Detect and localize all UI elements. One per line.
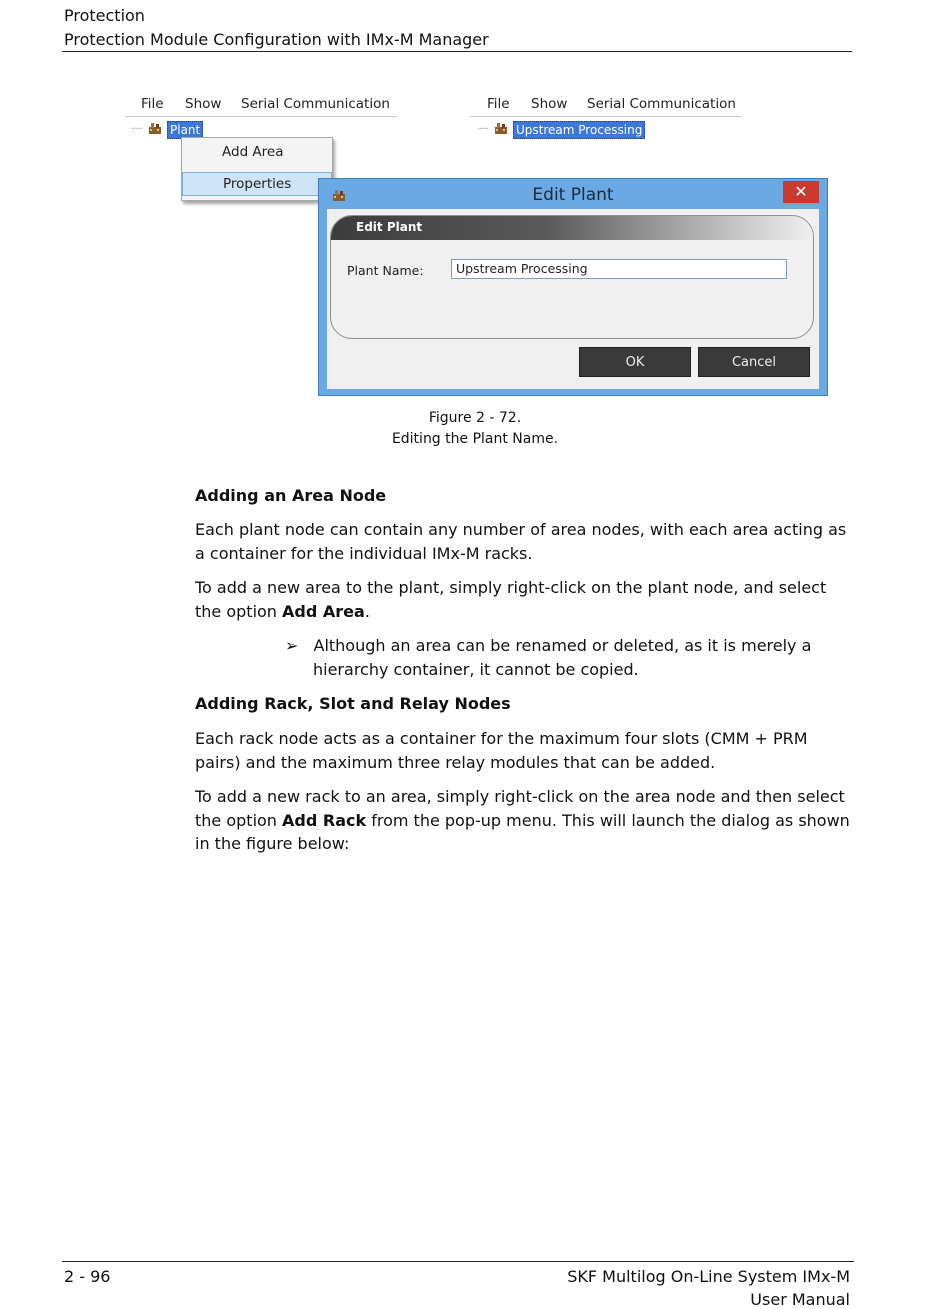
footer-doc-type: User Manual bbox=[750, 1290, 850, 1309]
bullet-arrow-icon: ➢ bbox=[285, 636, 299, 655]
dialog-body bbox=[327, 209, 819, 389]
left-menubar bbox=[125, 92, 397, 117]
menu-show[interactable]: Show bbox=[531, 96, 568, 112]
close-icon[interactable]: ✕ bbox=[783, 181, 819, 203]
section-heading-rack: Adding Rack, Slot and Relay Nodes bbox=[195, 694, 511, 713]
context-item-properties-label: Properties bbox=[223, 176, 292, 192]
context-item-add-area-label: Add Area bbox=[222, 144, 284, 160]
menu-serial-communication[interactable]: Serial Communication bbox=[587, 96, 736, 112]
footer-rule bbox=[62, 1261, 854, 1262]
menu-serial-communication[interactable]: Serial Communication bbox=[241, 96, 390, 112]
ok-button[interactable]: OK bbox=[579, 347, 691, 377]
paragraph-area-2 bbox=[195, 576, 855, 623]
plant-name-label: Plant Name: bbox=[347, 263, 424, 278]
text-run: . bbox=[364, 601, 370, 621]
tree-connector: ····· bbox=[477, 124, 488, 135]
paragraph-rack-2 bbox=[195, 785, 855, 856]
plant-icon bbox=[494, 122, 508, 135]
bullet-line-2: hierarchy container, it cannot be copied. bbox=[313, 660, 639, 679]
cancel-button[interactable]: Cancel bbox=[698, 347, 810, 377]
context-menu bbox=[181, 137, 333, 201]
running-header-section: Protection bbox=[64, 6, 145, 25]
edit-plant-group bbox=[330, 215, 814, 339]
footer-product: SKF Multilog On-Line System IMx-M bbox=[567, 1267, 850, 1286]
plant-name-input[interactable]: Upstream Processing bbox=[451, 259, 787, 279]
running-header-title: Protection Module Configuration with IMx-M Manager bbox=[64, 30, 489, 49]
paragraph-area-1: Each plant node can contain any number of area nodes, with each area acting as a container for the individual IMx-M racks. bbox=[195, 520, 847, 563]
tree-node-plant[interactable]: Plant bbox=[167, 121, 203, 139]
edit-plant-dialog bbox=[318, 178, 828, 396]
menu-show[interactable]: Show bbox=[185, 96, 222, 112]
bullet-note bbox=[285, 634, 811, 658]
figure-caption-text: Editing the Plant Name. bbox=[391, 431, 559, 447]
section-heading-area: Adding an Area Node bbox=[195, 486, 387, 505]
text-run: To add a new area to the plant, simply right-click on the plant node, and select the option bbox=[195, 578, 827, 621]
plant-icon bbox=[148, 122, 162, 135]
bold-term-add-area: Add Area bbox=[282, 601, 365, 621]
menu-file[interactable]: File bbox=[487, 96, 510, 112]
group-header bbox=[331, 216, 813, 240]
tree-connector: ····· bbox=[131, 124, 142, 135]
page-number: 2 - 96 bbox=[64, 1267, 111, 1286]
context-item-properties[interactable] bbox=[182, 172, 332, 196]
group-title: Edit Plant bbox=[356, 220, 423, 234]
menu-file[interactable]: File bbox=[141, 96, 164, 112]
text-run: To add a new rack to an area, simply right-click on the area node and then select the option bbox=[195, 787, 845, 830]
paragraph-rack-1: Each rack node acts as a container for the maximum four slots (CMM + PRM pairs) and the maximum three relay modules that can be added. bbox=[195, 729, 808, 772]
text-run: from the pop-up menu. This will launch the dialog as shown in the figure below: bbox=[195, 810, 850, 853]
figure-caption-number: Figure 2 - 72. bbox=[428, 410, 522, 426]
right-menubar bbox=[470, 92, 742, 117]
bullet-line-1: Although an area can be renamed or deleted, as it is merely a bbox=[313, 636, 812, 655]
header-rule bbox=[62, 51, 852, 52]
context-item-add-area[interactable] bbox=[182, 140, 332, 164]
tree-node-upstream-processing[interactable]: Upstream Processing bbox=[513, 121, 645, 139]
bold-term-add-rack: Add Rack bbox=[282, 810, 367, 830]
dialog-title: Edit Plant bbox=[532, 185, 614, 205]
